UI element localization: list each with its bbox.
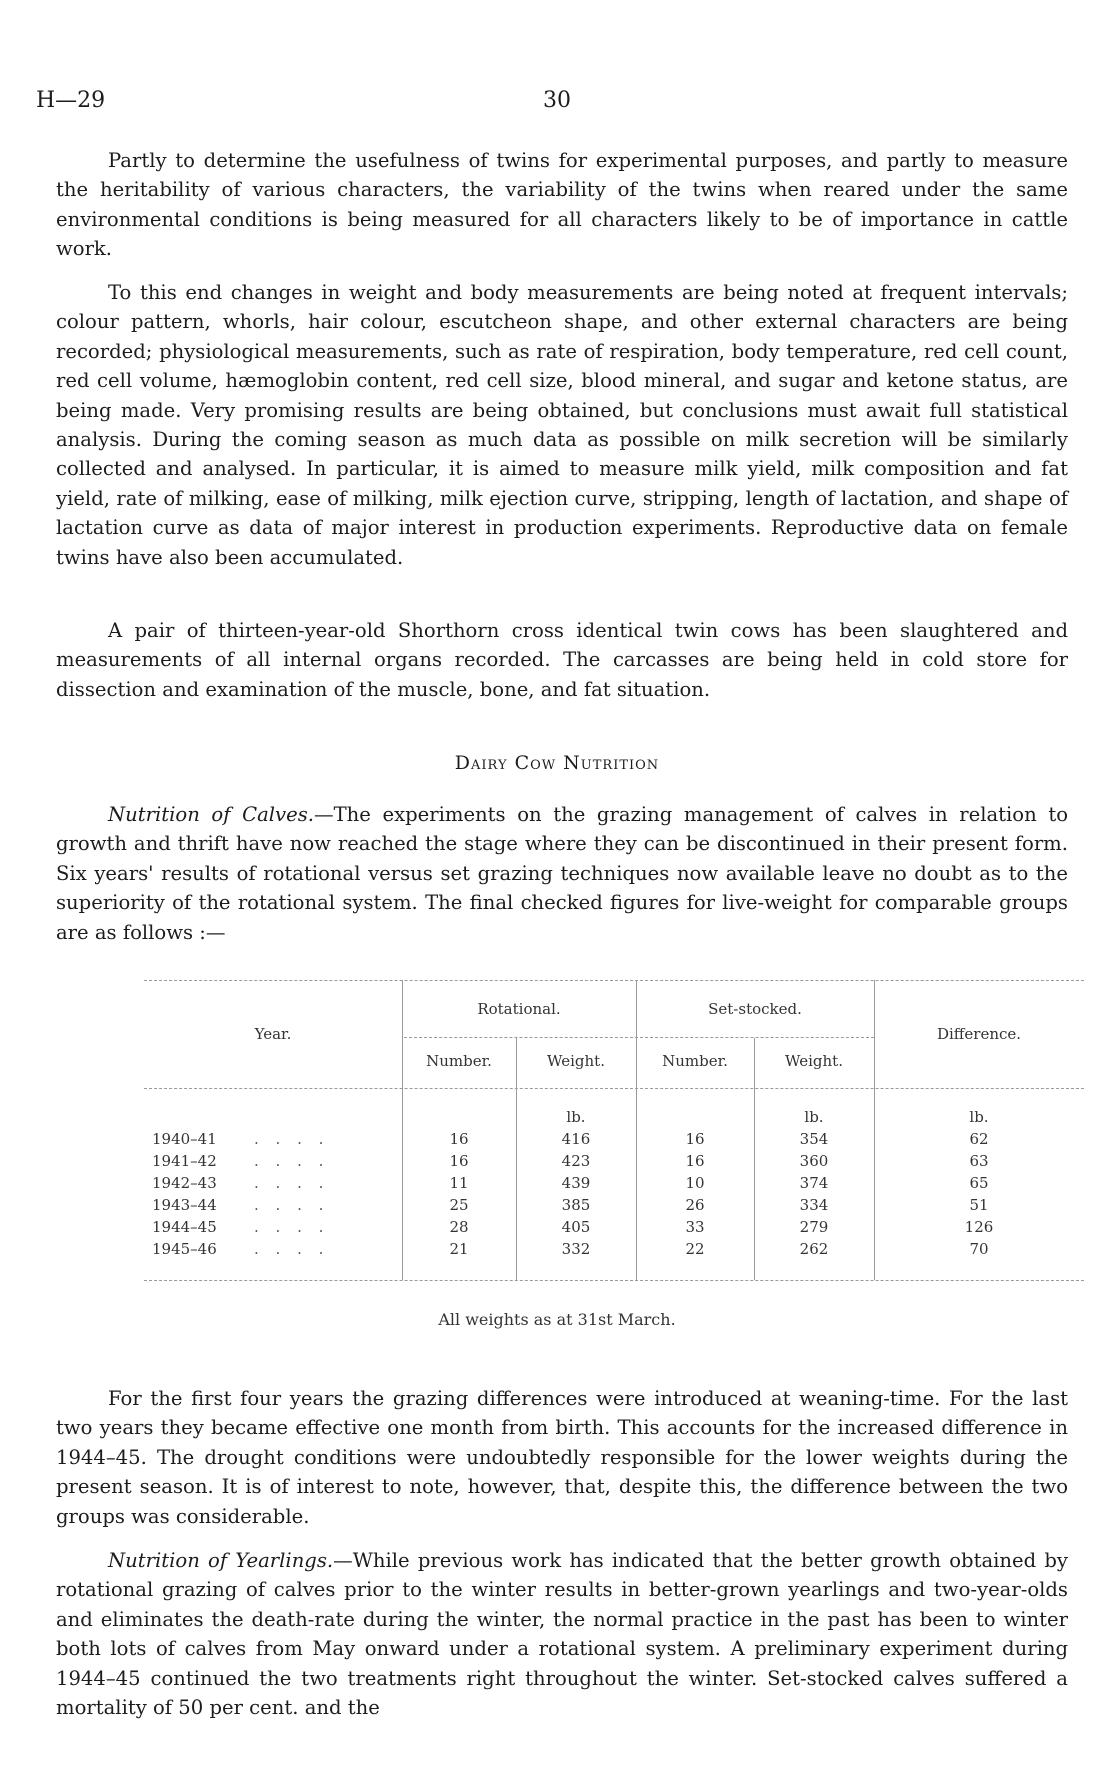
leader-dots: . . . . (254, 1196, 330, 1214)
cell-rot-weight: 423 (561, 1152, 591, 1170)
cell-set-number: 33 (685, 1218, 705, 1236)
page-number: 30 (543, 88, 571, 113)
cell-difference: 65 (969, 1174, 989, 1192)
cell-rot-number: 16 (449, 1130, 469, 1148)
paragraph-slaughtered-cows: A pair of thirteen-year-old Shorthorn cross identical twin cows has been slaughtered and measurements of all internal organs recorded. The carcasses are being held in cold store for dissection and examination of the muscle, bone, and fat situation. (56, 619, 1068, 701)
page-header (36, 88, 1078, 118)
subheading-nutrition-of-calves: Nutrition of Calves. (108, 803, 314, 826)
cell-rot-weight: 385 (561, 1196, 591, 1214)
leader-dots: . . . . (254, 1130, 330, 1148)
cell-set-number: 16 (685, 1152, 705, 1170)
cell-rot-weight: 405 (561, 1218, 591, 1236)
cell-set-number: 10 (685, 1174, 705, 1192)
cell-set-number: 26 (685, 1196, 705, 1214)
liveweight-table (144, 980, 1084, 1300)
cell-set-number: 16 (685, 1130, 705, 1148)
cell-year: 1943–44 (152, 1196, 217, 1214)
cell-year: 1942–43 (152, 1174, 217, 1192)
header-rot-weight: Weight. (547, 1052, 605, 1070)
leader-dots: . . . . (254, 1218, 330, 1236)
header-year: Year. (254, 1025, 292, 1043)
cell-rot-number: 11 (449, 1174, 469, 1192)
cell-rot-weight: 439 (561, 1174, 591, 1192)
cell-rot-number: 25 (449, 1196, 469, 1214)
leader-dots: . . . . (254, 1174, 330, 1192)
paragraph-grazing-differences: For the first four years the grazing differences were introduced at weaning-time. For the last two years they became effective one month from birth. This accounts for the increased difference in 1944–45. The drought conditions were undoubtedly responsible for the lower weights during the present season. It is of interest to note, however, that, despite this, the difference between the two groups was considerable. (56, 1387, 1068, 1528)
paragraph-measurements: To this end changes in weight and body measurements are being noted at frequent intervals; colour pattern, whorls, hair colour, escutcheon shape, and other external characters are being recorded; physiological measurements, such as rate of respiration, body temperature, red cell count, red cell volume, hæmoglobin content, red cell size, blood mineral, and sugar and ketone status, are being made. Very promising results are being obtained, but conclusions must await full statistical analysis. During the coming season as much data as possible on milk secretion will be similarly collected and analysed. In particular, it is aimed to measure milk yield, milk composition and fat yield, rate of milking, ease of milking, milk ejection curve, stripping, length of lactation, and shape of lactation curve as data of major interest in production experiments. Reproductive data on female twins have also been accumulated. (56, 281, 1068, 569)
cell-year: 1941–42 (152, 1152, 217, 1170)
document-code: H—29 (36, 88, 106, 113)
cell-set-weight: 374 (799, 1174, 829, 1192)
leader-dots: . . . . (254, 1240, 330, 1258)
cell-difference: 62 (969, 1130, 989, 1148)
cell-rot-number: 28 (449, 1218, 469, 1236)
cell-set-weight: 360 (799, 1152, 829, 1170)
unit-difference: lb. (969, 1108, 989, 1126)
header-set-weight: Weight. (785, 1052, 843, 1070)
header-rot-number: Number. (426, 1052, 492, 1070)
paragraph-twins-purpose: Partly to determine the usefulness of twins for experimental purposes, and partly to measure the heritability of various characters, the variability of the twins when reared under the same environmental conditions is being measured for all characters likely to be of importance in cattle work. (56, 149, 1068, 261)
table-top-rule (144, 980, 1084, 981)
header-set-number: Number. (662, 1052, 728, 1070)
cell-difference: 51 (969, 1196, 989, 1214)
table-bottom-rule (144, 1280, 1084, 1281)
header-difference: Difference. (936, 1025, 1022, 1043)
table-caption: All weights as at 31st March. (438, 1310, 676, 1329)
unit-set-weight: lb. (804, 1108, 824, 1126)
leader-dots: . . . . (254, 1152, 330, 1170)
cell-rot-weight: 416 (561, 1130, 591, 1148)
cell-year: 1940–41 (152, 1130, 217, 1148)
unit-rot-weight: lb. (566, 1108, 586, 1126)
header-rotational: Rotational. (477, 1000, 561, 1018)
cell-rot-number: 21 (449, 1240, 469, 1258)
cell-set-weight: 279 (799, 1218, 829, 1236)
table-header-rule (144, 1088, 1084, 1089)
header-set-stocked: Set-stocked. (708, 1000, 802, 1018)
cell-set-weight: 354 (799, 1130, 829, 1148)
cell-rot-number: 16 (449, 1152, 469, 1170)
cell-set-weight: 262 (799, 1240, 829, 1258)
paragraph-nutrition-of-calves: Nutrition of Calves.—The experiments on the grazing management of calves in relation to growth and thrift have now reached the stage where they can be discontinued in their present form. Six years' results of rotational versus set grazing techniques now available leave no doubt as to the superiority of the rotational system. The final checked figures for live-weight for comparable groups are as follows :— (56, 803, 1068, 944)
cell-difference: 70 (969, 1240, 989, 1258)
section-heading: Dairy Cow Nutrition (454, 752, 660, 774)
subheading-nutrition-of-yearlings: Nutrition of Yearlings. (108, 1549, 334, 1572)
cell-year: 1945–46 (152, 1240, 217, 1258)
cell-rot-weight: 332 (561, 1240, 591, 1258)
table-subheader-rule (404, 1037, 874, 1038)
cell-set-number: 22 (685, 1240, 705, 1258)
cell-year: 1944–45 (152, 1218, 217, 1236)
cell-difference: 126 (964, 1218, 994, 1236)
cell-difference: 63 (969, 1152, 989, 1170)
paragraph-nutrition-of-yearlings: Nutrition of Yearlings.—While previous work has indicated that the better growth obtained by rotational grazing of calves prior to the winter results in better-grown yearlings and two-year-olds and eliminates the death-rate during the winter, the normal practice in the past has been to winter both lots of calves from May onward under a rotational system. A preliminary experiment during 1944–45 continued the two treatments right throughout the winter. Set-stocked calves suffered a mortality of 50 per cent. and the (56, 1549, 1068, 1720)
cell-set-weight: 334 (799, 1196, 829, 1214)
